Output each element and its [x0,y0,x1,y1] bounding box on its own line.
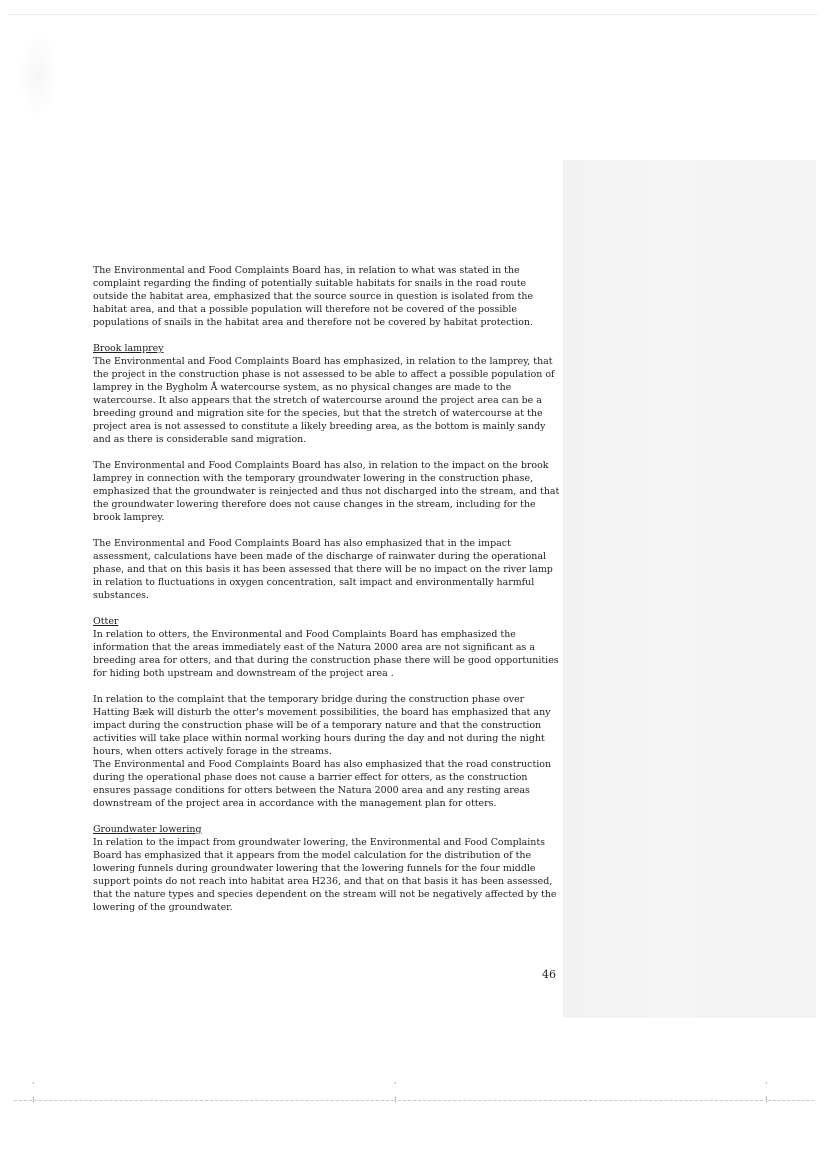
section-heading-otter: Otter [93,616,119,627]
perforation-line-right [768,1100,814,1101]
body-text [93,264,563,927]
paragraph-text: The Environmental and Food Complaints Board has also emphasized that the road construction during the operational phase does not cause a barrier effect for otters, as the construction ensures passage conditions for otters between the Natura 2000 area and any resting areas downstream of the project area in accordance with the management plan for otters. [93,759,552,809]
paragraph-text: The Environmental and Food Complaints Board has, in relation to what was stated in the complaint regarding the finding of potentially suitable habitats for snails in the road route outside the habitat area, emphasized that the source source in question is isolated from the habitat area, and that a possible population will therefore not be covered of the possible populations of snails in the habitat area and therefore not be covered by habitat protection. [93,265,534,328]
paragraph-otter-bridge [93,693,563,758]
paragraph-lamprey-rainwater [93,537,563,602]
crop-mark-right: ⁝ [765,1095,768,1104]
scan-top-edge [8,14,818,15]
paragraph-text: In relation to the impact from groundwater lowering, the Environmental and Food Complaints Board has emphasized that it appears from the model calculation for the distribution of the lowering funnels during groundwater lowering that the lowering funnels for the four middle support points do not reach into habitat area H236, and that on that basis it has been assessed, that the nature types and species dependent on the stream will not be negatively affected by the lowering of the groundwater. [93,837,557,913]
section-brook-lamprey [93,342,563,446]
page-number: 46 [542,968,556,981]
scan-smudge [18,30,58,120]
section-heading-brook-lamprey: Brook lamprey [93,343,164,354]
scan-shadow-panel [563,160,816,1018]
crop-mark-left-top: · [32,1079,35,1088]
paragraph-text: The Environmental and Food Complaints Board has emphasized, in relation to the lamprey, that the project in the construction phase is not assessed to be able to affect a possible population of lamprey in the Bygholm Å watercourse system, as no physical changes are made to the watercourse. It also appears that the stretch of watercourse around the project area can be a breeding ground and migration site for the species, but that the stretch of watercourse at the project area is not assessed to constitute a likely breeding area, as the bottom is mainly sandy and as there is considerable sand migration. [93,356,555,445]
paragraph-text: The Environmental and Food Complaints Board has also emphasized that in the impact assessment, calculations have been made of the discharge of rainwater during the operational phase, and that on this basis it has been assessed that there will be no impact on the river lamp in relation to fluctuations in oxygen concentration, salt impact and environmentally harmful substances. [93,538,553,601]
paragraph-text: The Environmental and Food Complaints Board has also, in relation to the impact on the brook lamprey in connection with the temporary groundwater lowering in the construction phase, emphasized that the groundwater is reinjected and thus not discharged into the stream, and that the groundwater lowering therefore does not cause changes in the stream, including for the brook lamprey. [93,460,560,523]
crop-mark-right-top: · [765,1079,768,1088]
section-heading-groundwater-lowering: Groundwater lowering [93,824,202,835]
paragraph-otter-barrier [93,758,563,810]
crop-mark-left: ⁝ [32,1095,35,1104]
perforation-line-middle [398,1100,763,1101]
section-otter [93,615,563,680]
crop-mark-middle: ⁝ [394,1095,397,1104]
paragraph-text: In relation to otters, the Environmental and Food Complaints Board has emphasized the information that the areas immediately east of the Natura 2000 area are not significant as a breeding area for otters, and that during the construction phase there will be good opportunities for hiding both upstream and downstream of the project area . [93,629,559,679]
paragraph-snails-habitat [93,264,563,329]
paragraph-text: In relation to the complaint that the temporary bridge during the construction phase over Hatting Bæk will disturb the otter's movement possibilities, the board has emphasized that any impact during the construction phase will be of a temporary nature and that the construction activities will take place within normal working hours during the day and not during the night hours, when otters actively forage in the streams. [93,694,551,757]
paragraph-lamprey-groundwater [93,459,563,524]
crop-mark-middle-top: · [394,1079,397,1088]
perforation-line-left [14,1100,394,1101]
section-groundwater-lowering [93,823,563,914]
